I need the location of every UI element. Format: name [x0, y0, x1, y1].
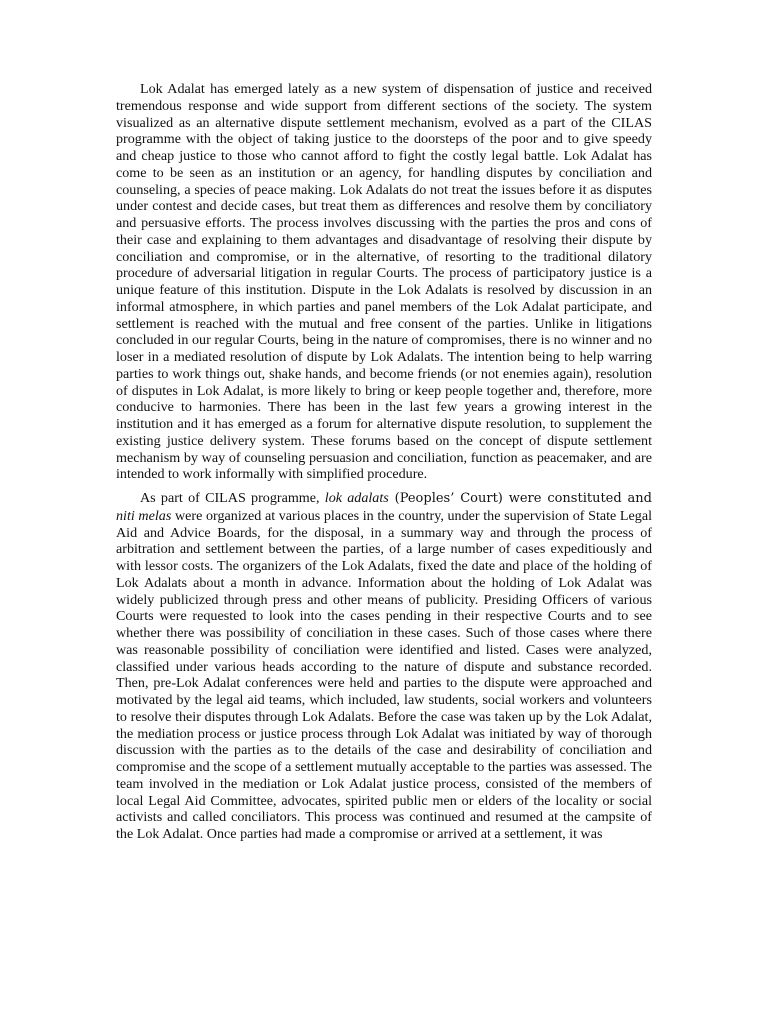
paragraph-2-text-1: As part of CILAS programme,	[140, 490, 325, 506]
document-page	[116, 81, 652, 843]
paragraph-2	[116, 490, 652, 843]
paragraph-1: Lok Adalat has emerged lately as a new system of dispensation of justice and received tremendous response and wide support from different sections of the society. The system visualized as an alternative dispute settlement mechanism, evolved as a part of the CILAS programme with the object of taking justice to the doorsteps of the poor and to give speedy and cheap justice to those who cannot afford to fight the costly legal battle. Lok Adalat has come to be seen as an institution or an agency, for handling disputes by conciliation and counseling, a species of peace making. Lok Adalats do not treat the issues before it as disputes under contest and decide cases, but treat them as differences and resolve them by conciliatory and persuasive efforts. The process involves discussing with the parties the pros and cons of their case and explaining to them advantages and disadvantage of resolving their dispute by conciliation and compromise, or in the alternative, of resorting to the traditional dilatory procedure of adversarial litigation in regular Courts. The process of participatory justice is a unique feature of this institution. Dispute in the Lok Adalats is resolved by discussion in an informal atmosphere, in which parties and panel members of the Lok Adalat participate, and settlement is reached with the mutual and free consent of the parties. Unlike in litigations concluded in our regular Courts, being in the nature of compromises, there is no winner and no loser in a mediated resolution of dispute by Lok Adalats. The intention being to help warring parties to work things out, shake hands, and become friends (or not enemies again), resolution of disputes in Lok Adalat, is more likely to bring or keep people together and, therefore, more conducive to harmonies. There has been in the last few years a growing interest in the institution and it has emerged as a forum for alternative dispute resolution, to supplement the existing justice delivery system. These forums based on the concept of dispute settlement mechanism by way of counseling persuasion and conciliation, function as peacemaker, and are intended to work informally with simplified procedure.	[116, 81, 652, 483]
niti-melas-term: niti melas	[116, 507, 172, 524]
lok-adalats-term: lok adalats	[324, 490, 389, 506]
paragraph-2-text-2: (Peoples’ Court) were constituted and	[388, 491, 653, 506]
paragraph-2-text-3: were organized at various places in the country, under the supervision of State Legal Aid and Advice Boards, for the disposal, in a summary way and through the process of arbitration and settlement between the parties, of a large number of cases expeditiously and with lessor costs. The organizers of the Lok Adalats, fixed the date and place of the holding of Lok Adalats about a month in advance. Information about the holding of Lok Adalat was widely publicized through press and other means of publicity. Presiding Officers of various Courts were requested to look into the cases pending in their respective Courts and to see whether there was possibility of conciliation in these cases. Such of those cases where there was reasonable possibility of conciliation were identified and listed. Cases were analyzed, classified under various heads according to the nature of dispute and substance recorded. Then, pre-Lok Adalat conferences were held and parties to the dispute were approached and motivated by the legal aid teams, which included, law students, social workers and volunteers to resolve their disputes through Lok Adalats. Before the case was taken up by the Lok Adalat, the mediation process or justice process through Lok Adalat was initiated by way of thorough discussion with the parties as to the details of the case and desirability of conciliation and compromise and the scope of a settlement mutually acceptable to the parties was assessed. The team involved in the mediation or Lok Adalat justice process, consisted of the members of local Legal Aid Committee, advocates, spirited public men or elders of the locality or social activists and called conciliators. This process was continued and resumed at the campsite of the Lok Adalat. Once parties had made a compromise or arrived at a settlement, it was	[116, 507, 653, 842]
